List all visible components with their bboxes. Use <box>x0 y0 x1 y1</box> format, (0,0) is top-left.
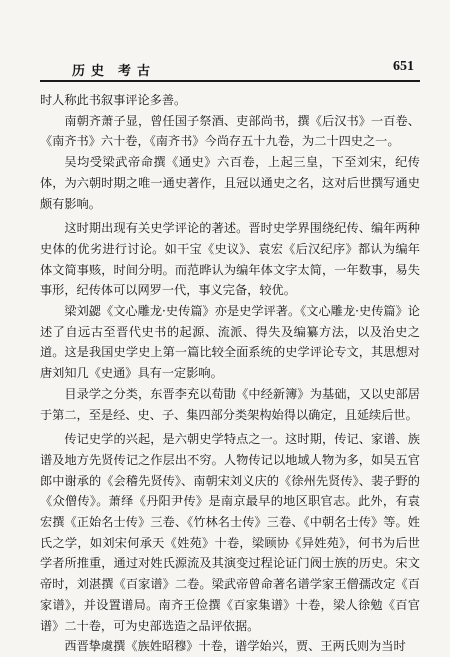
paragraph-8: 西晋挚虞撰《族姓昭穆》十卷，谱学始兴，贾、王两氏则为当时 <box>64 639 406 654</box>
paragraph-3: 吴均受梁武帝命撰《通史》六百卷，上起三皇，下至刘宋，纪传体，为六朝时期之唯一通史著作，且冠以通史之名，这对后世撰写通史颇有影响。 <box>40 155 420 211</box>
paragraph-5: 梁刘勰《文心雕龙·史传篇》亦是史学评著。《文心雕龙·史传篇》论述了自远古至晋代史书的起源、流派、得失及编纂方法，以及治史之道。这是我国史学史上第一篇比较全面系统的史学评论专文，其思想对唐刘知几《史通》具有一定影响。 <box>40 304 420 381</box>
header-section-title <box>72 60 156 79</box>
page-number: 651 <box>393 59 414 74</box>
paragraph-4: 这时期出现有关史学评论的著述。晋时史学界围绕纪传、编年两种史体的优劣进行讨论。如干宝《史议》、袁宏《后汉纪序》都认为编年体文简事赅，时间分明。而范晔认为编年体文字太简，一年数事，易失事形，纪传体可以网罗一代，事义完备，较优。 <box>40 221 420 298</box>
header-rule <box>40 80 420 82</box>
paragraph-6: 目录学之分类，东晋李充以荀勖《中经新簿》为基础，又以史部居于第二，至是经、史、子、集四部分类架构始得以确定，且延续后世。 <box>40 386 420 422</box>
running-header <box>40 56 420 80</box>
paragraph-1: 时人称此书叙事评论多善。 <box>40 93 187 107</box>
header-section-1: 历史 <box>72 64 111 79</box>
header-section-2: 考古 <box>118 64 157 79</box>
paragraph-2: 南朝齐萧子显，曾任国子祭酒、吏部尚书，撰《后汉书》一百卷、《南齐书》六十卷，《南齐书》今尚存五十九卷，为二十四史之一。 <box>40 113 420 149</box>
body-text <box>40 90 420 657</box>
paragraph-7: 传记史学的兴起，是六朝史学特点之一。这时期，传记、家谱、族谱及地方先贤传记之作层出不穷。人物传记以地域人物为多，如吴五官郎中谢承的《会稽先贤传》、南朝宋刘义庆的《徐州先贤传》、裴子野的《众僧传》。萧绎《丹阳尹传》是南京最早的地区职官志。此外，有袁宏撰《正始名士传》三卷、《竹林名士传》三卷、《中朝名士传》等。姓氏之学，如刘宋何承天《姓苑》十卷，梁顾协《异姓苑》，何书为后世学者所推重，通过对姓氏源流及其演变过程论证门阀士族的历史。宋文帝时，刘湛撰《百家谱》二卷。梁武帝曾命著名谱学家王僧孺改定《百家谱》，并设置谱局。南齐王俭撰《百家集谱》十卷，梁人徐勉《百官谱》二十卷，可为史部选造之品评依据。 <box>40 432 420 633</box>
